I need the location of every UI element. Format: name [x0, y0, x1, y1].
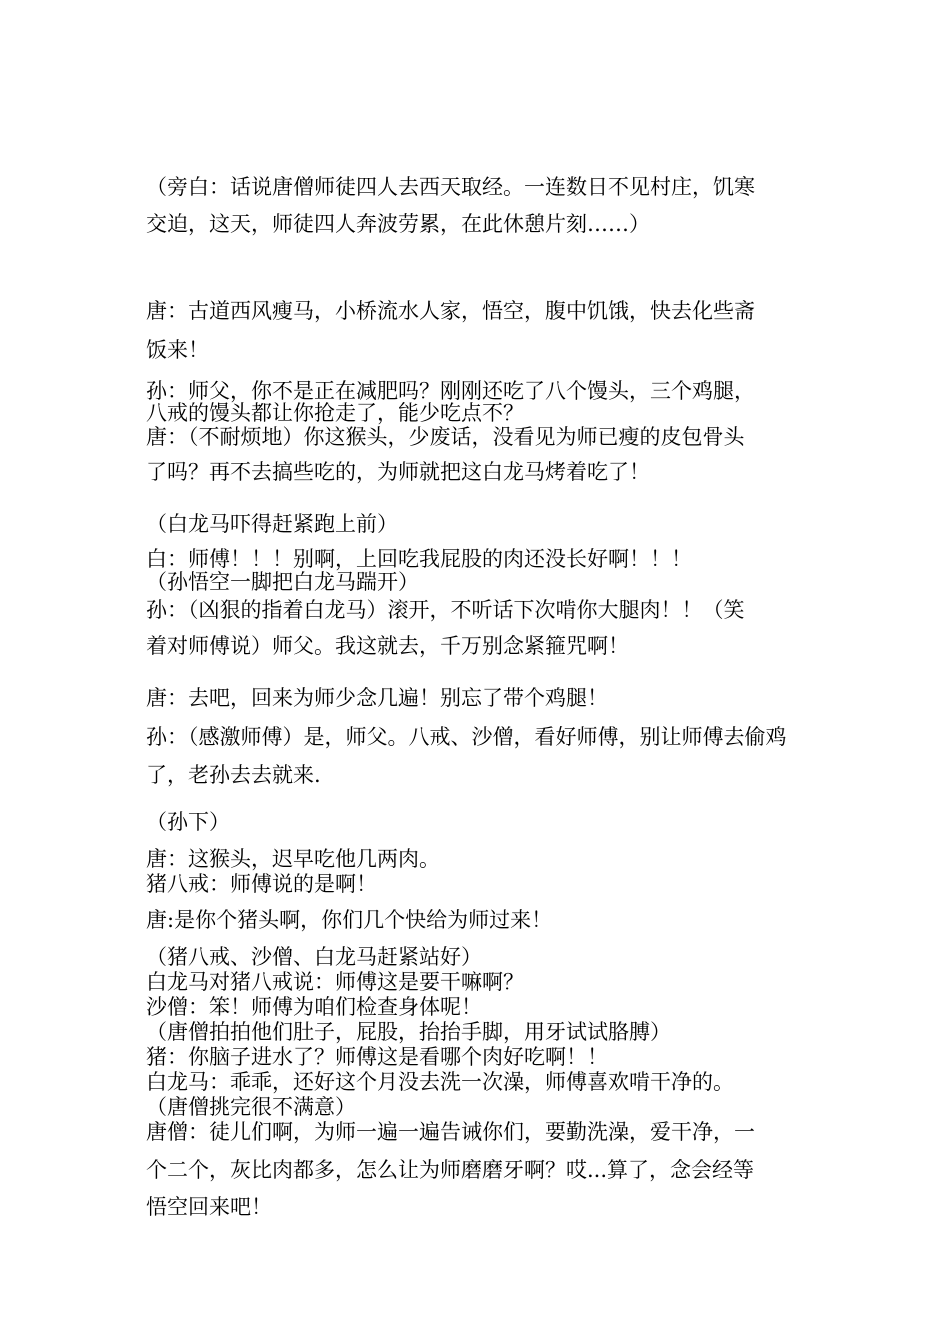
dialogue-line: 饭来！	[146, 338, 209, 362]
dialogue-line: 个二个，灰比肉都多，怎么让为师磨磨牙啊？哎...算了，念会经等	[146, 1158, 755, 1182]
dialogue-line: 唐：古道西风瘦马，小桥流水人家，悟空，腹中饥饿，快去化些斋	[146, 299, 755, 323]
dialogue-line: 白：师傅！！！别啊，上回吃我屁股的肉还没长好啊！！！	[146, 547, 692, 571]
dialogue-line: 了，老孙去去就来.	[146, 763, 321, 787]
dialogue-line: 孙：（凶狠的指着白龙马）滚开，不听话下次啃你大腿肉！！（笑	[146, 598, 745, 622]
stage-direction-line: （猪八戒、沙僧、白龙马赶紧站好）	[146, 945, 482, 969]
dialogue-line: 孙：（感激师傅）是，师父。八戒、沙僧，看好师傅，别让师傅去偷鸡	[146, 725, 787, 749]
stage-direction-line: （孙悟空一脚把白龙马踹开）	[146, 570, 419, 594]
dialogue-line: 孙：师父，你不是正在减肥吗？刚刚还吃了八个馒头，三个鸡腿，	[146, 379, 755, 403]
stage-direction-line: （白龙马吓得赶紧跑上前）	[146, 512, 398, 536]
dialogue-line: 唐僧：徒儿们啊，为师一遍一遍告诫你们，要勤洗澡，爱干净，一	[146, 1120, 755, 1144]
stage-direction-line: （孙下）	[146, 810, 230, 834]
dialogue-line: 猪：你脑子进水了？师傅这是看哪个肉好吃啊！！	[146, 1045, 608, 1069]
stage-direction-line: （唐僧拍拍他们肚子，屁股，抬抬手脚，用牙试试胳膊）	[146, 1020, 671, 1044]
dialogue-line: 了吗？再不去搞些吃的，为师就把这白龙马烤着吃了！	[146, 460, 650, 484]
dialogue-line: 白龙马对猪八戒说：师傅这是要干嘛啊？	[146, 970, 524, 994]
dialogue-line: 唐：（不耐烦地）你这猴头，少废话，没看见为师已瘦的皮包骨头	[146, 425, 745, 449]
dialogue-line: 悟空回来吧！	[146, 1195, 272, 1219]
dialogue-line: 唐:是你个猪头啊，你们几个快给为师过来！	[146, 908, 553, 932]
dialogue-line: 唐：这猴头，迟早吃他几两肉。	[146, 847, 440, 871]
stage-direction-line: （唐僧挑完很不满意）	[146, 1095, 356, 1119]
dialogue-line: 着对师傅说）师父。我这就去，千万别念紧箍咒啊！	[146, 634, 629, 658]
dialogue-line: 唐：去吧，回来为师少念几遍！别忘了带个鸡腿！	[146, 686, 608, 710]
dialogue-line: 沙僧：笨！师傅为咱们检查身体呢！	[146, 995, 482, 1019]
narration-line-2: 交迫，这天，师徒四人奔波劳累，在此休憩片刻……）	[146, 212, 650, 236]
dialogue-line: 八戒的馒头都让你抢走了，能少吃点不？	[146, 401, 524, 425]
dialogue-line: 猪八戒：师傅说的是啊！	[146, 872, 377, 896]
dialogue-line: 白龙马：乖乖，还好这个月没去洗一次澡，师傅喜欢啃干净的。	[146, 1070, 734, 1094]
narration-line-1: （旁白：话说唐僧师徒四人去西天取经。一连数日不见村庄，饥寒	[146, 175, 755, 199]
